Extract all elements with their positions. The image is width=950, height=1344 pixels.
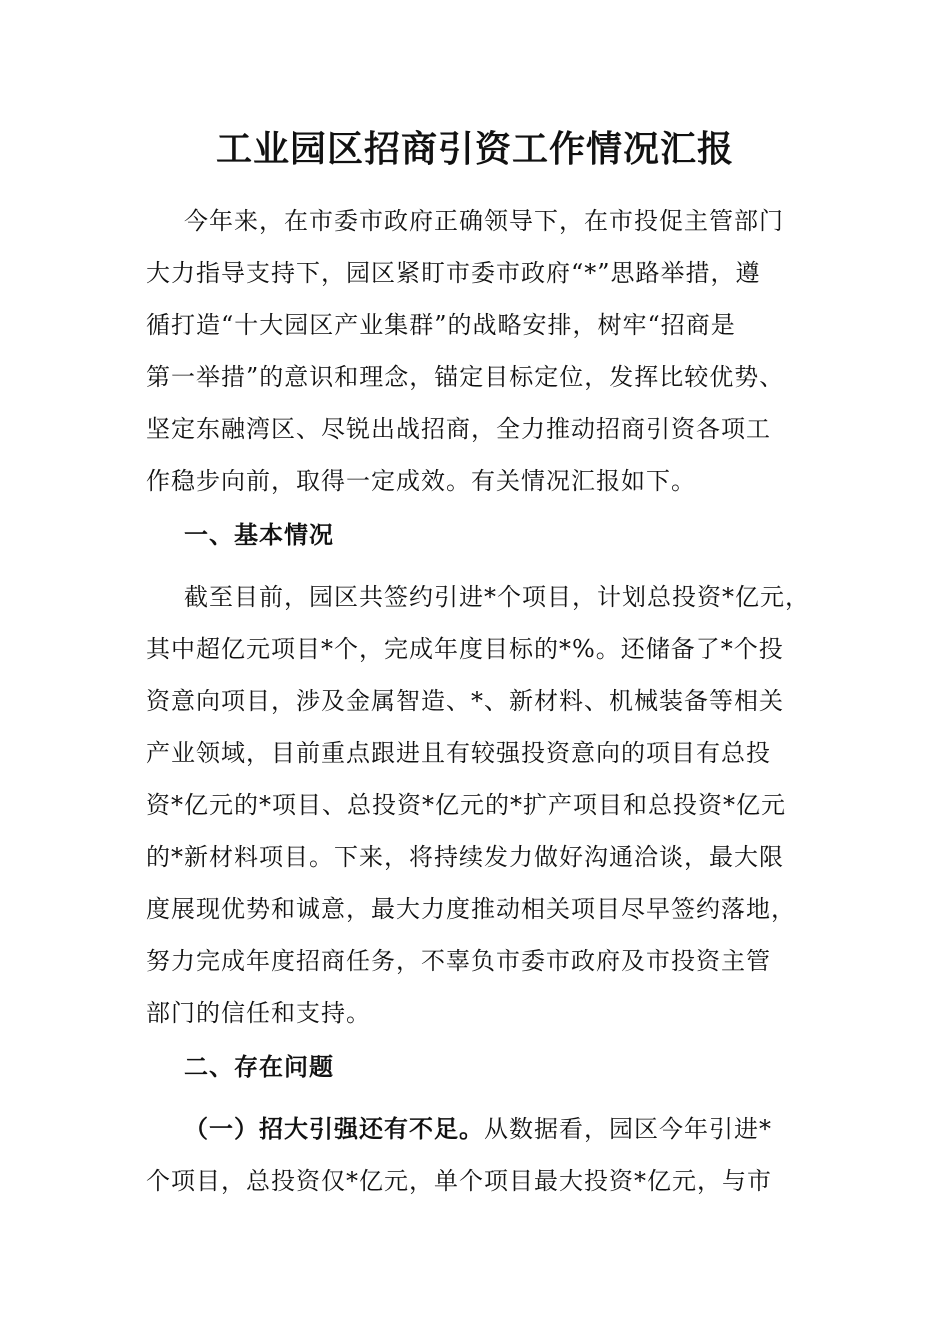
item1-title: （一）招大引强还有不足。 bbox=[184, 1114, 484, 1143]
section1-line-1: 截至目前，园区共签约引进*个项目，计划总投资*亿元， bbox=[184, 583, 810, 611]
intro-line-6: 作稳步向前，取得一定成效。有关情况汇报如下。 bbox=[146, 467, 696, 495]
section1-line-6: 的*新材料项目。下来，将持续发力做好沟通洽谈，最大限 bbox=[146, 843, 784, 871]
section-heading-problems: 二、存在问题 bbox=[184, 1052, 334, 1081]
section-heading-basic: 一、基本情况 bbox=[184, 520, 334, 549]
intro-line-1: 今年来，在市委市政府正确领导下，在市投促主管部门 bbox=[184, 207, 784, 235]
intro-line-2: 大力指导支持下，园区紧盯市委市政府“*”思路举措，遵 bbox=[146, 259, 761, 287]
section2-item1-line-2: 个项目，总投资仅*亿元，单个项目最大投资*亿元，与市 bbox=[146, 1167, 772, 1195]
section1-line-8: 努力完成年度招商任务，不辜负市委市政府及市投资主管 bbox=[146, 947, 771, 975]
section1-line-9: 部门的信任和支持。 bbox=[146, 999, 371, 1027]
section1-line-7: 度展现优势和诚意，最大力度推动相关项目尽早签约落地， bbox=[146, 895, 796, 923]
section1-line-4: 产业领域，目前重点跟进且有较强投资意向的项目有总投 bbox=[146, 739, 771, 767]
intro-line-5: 坚定东融湾区、尽锐出战招商，全力推动招商引资各项工 bbox=[146, 415, 771, 443]
section1-line-5: 资*亿元的*项目、总投资*亿元的*扩产项目和总投资*亿元 bbox=[146, 791, 786, 819]
item1-first-line-rest: 从数据看，园区今年引进* bbox=[484, 1115, 772, 1143]
section1-line-3: 资意向项目，涉及金属智造、*、新材料、机械装备等相关 bbox=[146, 687, 784, 715]
document-title: 工业园区招商引资工作情况汇报 bbox=[215, 128, 734, 170]
section2-item1-line-1 bbox=[184, 1112, 772, 1146]
intro-line-4: 第一举措”的意识和理念，锚定目标定位，发挥比较优势、 bbox=[146, 363, 785, 391]
section1-line-2: 其中超亿元项目*个，完成年度目标的*%。还储备了*个投 bbox=[146, 635, 784, 663]
intro-line-3: 循打造“十大园区产业集群”的战略安排，树牢“招商是 bbox=[146, 311, 736, 339]
